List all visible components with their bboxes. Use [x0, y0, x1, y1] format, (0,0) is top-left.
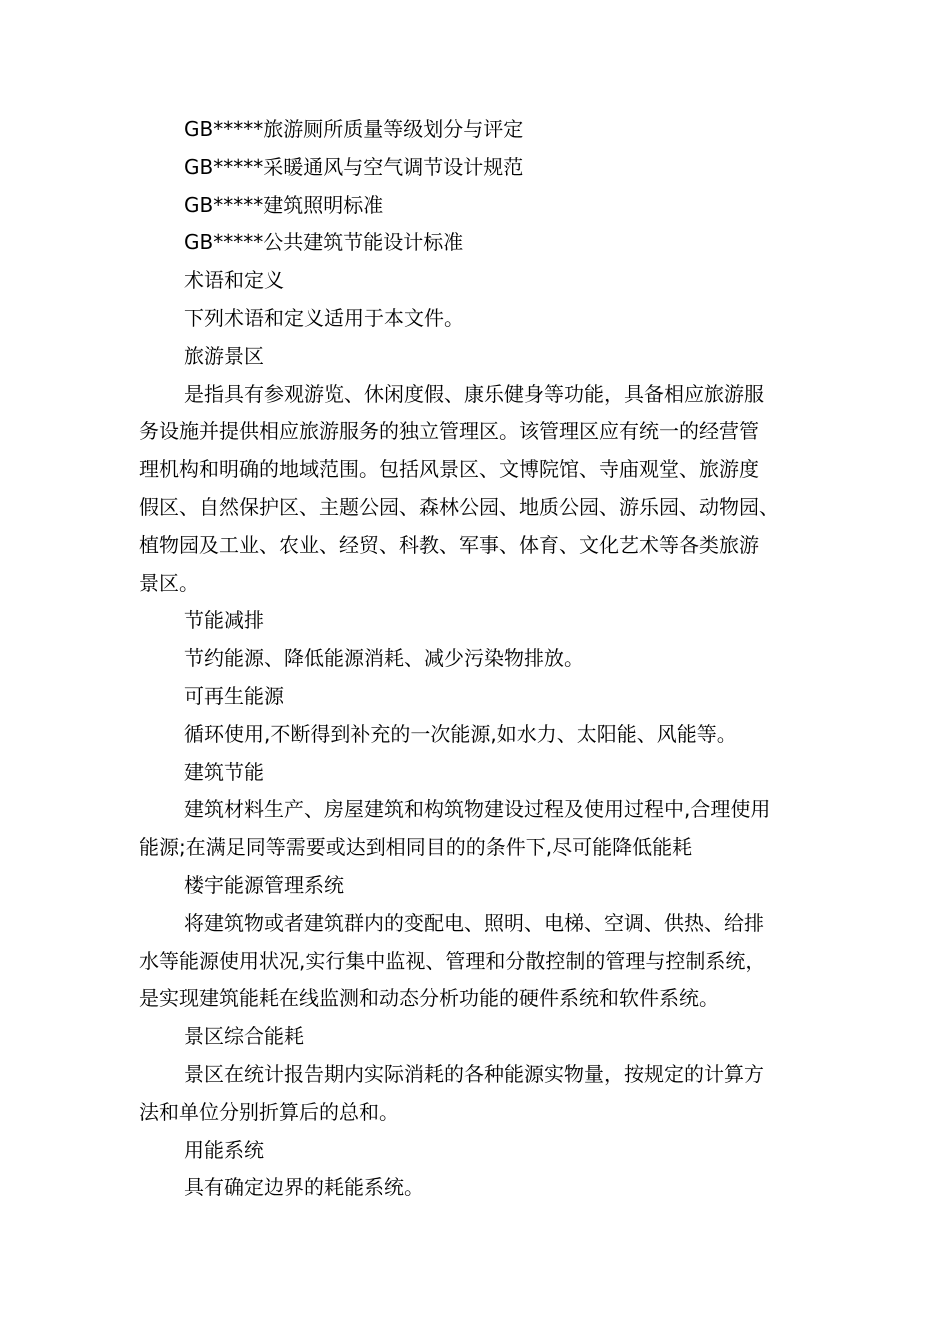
section-title: 术语和定义 [184, 268, 284, 293]
definition-line: 建筑材料生产、房屋建筑和构筑物建设过程及使用过程中,合理使用 [184, 797, 771, 822]
document-body [139, 111, 823, 1207]
definition-line: 节约能源、降低能源消耗、减少污染物排放。 [184, 646, 584, 671]
reference-list [139, 111, 823, 262]
definition-line: 法和单位分别折算后的总和。 [139, 1099, 399, 1124]
term-definition [139, 640, 823, 678]
definition-line: 是指具有参观游览、休闲度假、康乐健身等功能，具备相应旅游服 [184, 381, 764, 406]
term-heading: 楼宇能源管理系统 [184, 872, 344, 897]
term-heading: 用能系统 [184, 1137, 264, 1162]
term-heading: 旅游景区 [184, 343, 264, 368]
reference-item: GB*****公共建筑节能设计标准 [184, 230, 464, 255]
reference-item: GB*****旅游厕所质量等级划分与评定 [184, 117, 524, 141]
term-heading: 节能减排 [184, 608, 264, 633]
definition-line: 植物园及工业、农业、经贸、科教、军事、体育、文化艺术等各类旅游 [139, 532, 759, 557]
term-definition [139, 716, 823, 754]
definition-line: 具有确定边界的耗能系统。 [184, 1175, 424, 1200]
definition-line: 务设施并提供相应旅游服务的独立管理区。该管理区应有统一的经营管 [139, 419, 759, 444]
definition-line: 循环使用,不断得到补充的一次能源,如水力、太阳能、风能等。 [184, 721, 737, 746]
definition-line: 假区、自然保护区、主题公园、森林公园、地质公园、游乐园、动物园、 [139, 494, 779, 519]
reference-item: GB*****建筑照明标准 [184, 192, 384, 217]
term-definition [139, 1169, 823, 1207]
definition-line: 景区。 [139, 570, 199, 595]
term-definition [139, 1056, 823, 1132]
term-definition [139, 791, 823, 867]
definition-line: 是实现建筑能耗在线监测和动态分析功能的硬件系统和软件系统。 [139, 986, 719, 1011]
term-heading: 可再生能源 [184, 683, 284, 708]
definition-line: 能源;在满足同等需要或达到相同目的的条件下,尽可能降低能耗 [139, 835, 693, 860]
definition-line: 理机构和明确的地域范围。包括风景区、文博院馆、寺庙观堂、旅游度 [139, 457, 759, 482]
term-heading: 景区综合能耗 [184, 1024, 304, 1049]
term-definition [139, 376, 823, 603]
reference-item: GB*****采暖通风与空气调节设计规范 [184, 154, 524, 179]
definition-line: 水等能源使用状况,实行集中监视、管理和分散控制的管理与控制系统， [139, 948, 766, 973]
section-intro: 下列术语和定义适用于本文件。 [184, 305, 464, 330]
definition-line: 景区在统计报告期内实际消耗的各种能源实物量，按规定的计算方 [184, 1061, 764, 1086]
definition-line: 将建筑物或者建筑群内的变配电、照明、电梯、空调、供热、给排 [184, 910, 764, 935]
term-heading: 建筑节能 [184, 759, 264, 784]
term-definition [139, 905, 823, 1018]
